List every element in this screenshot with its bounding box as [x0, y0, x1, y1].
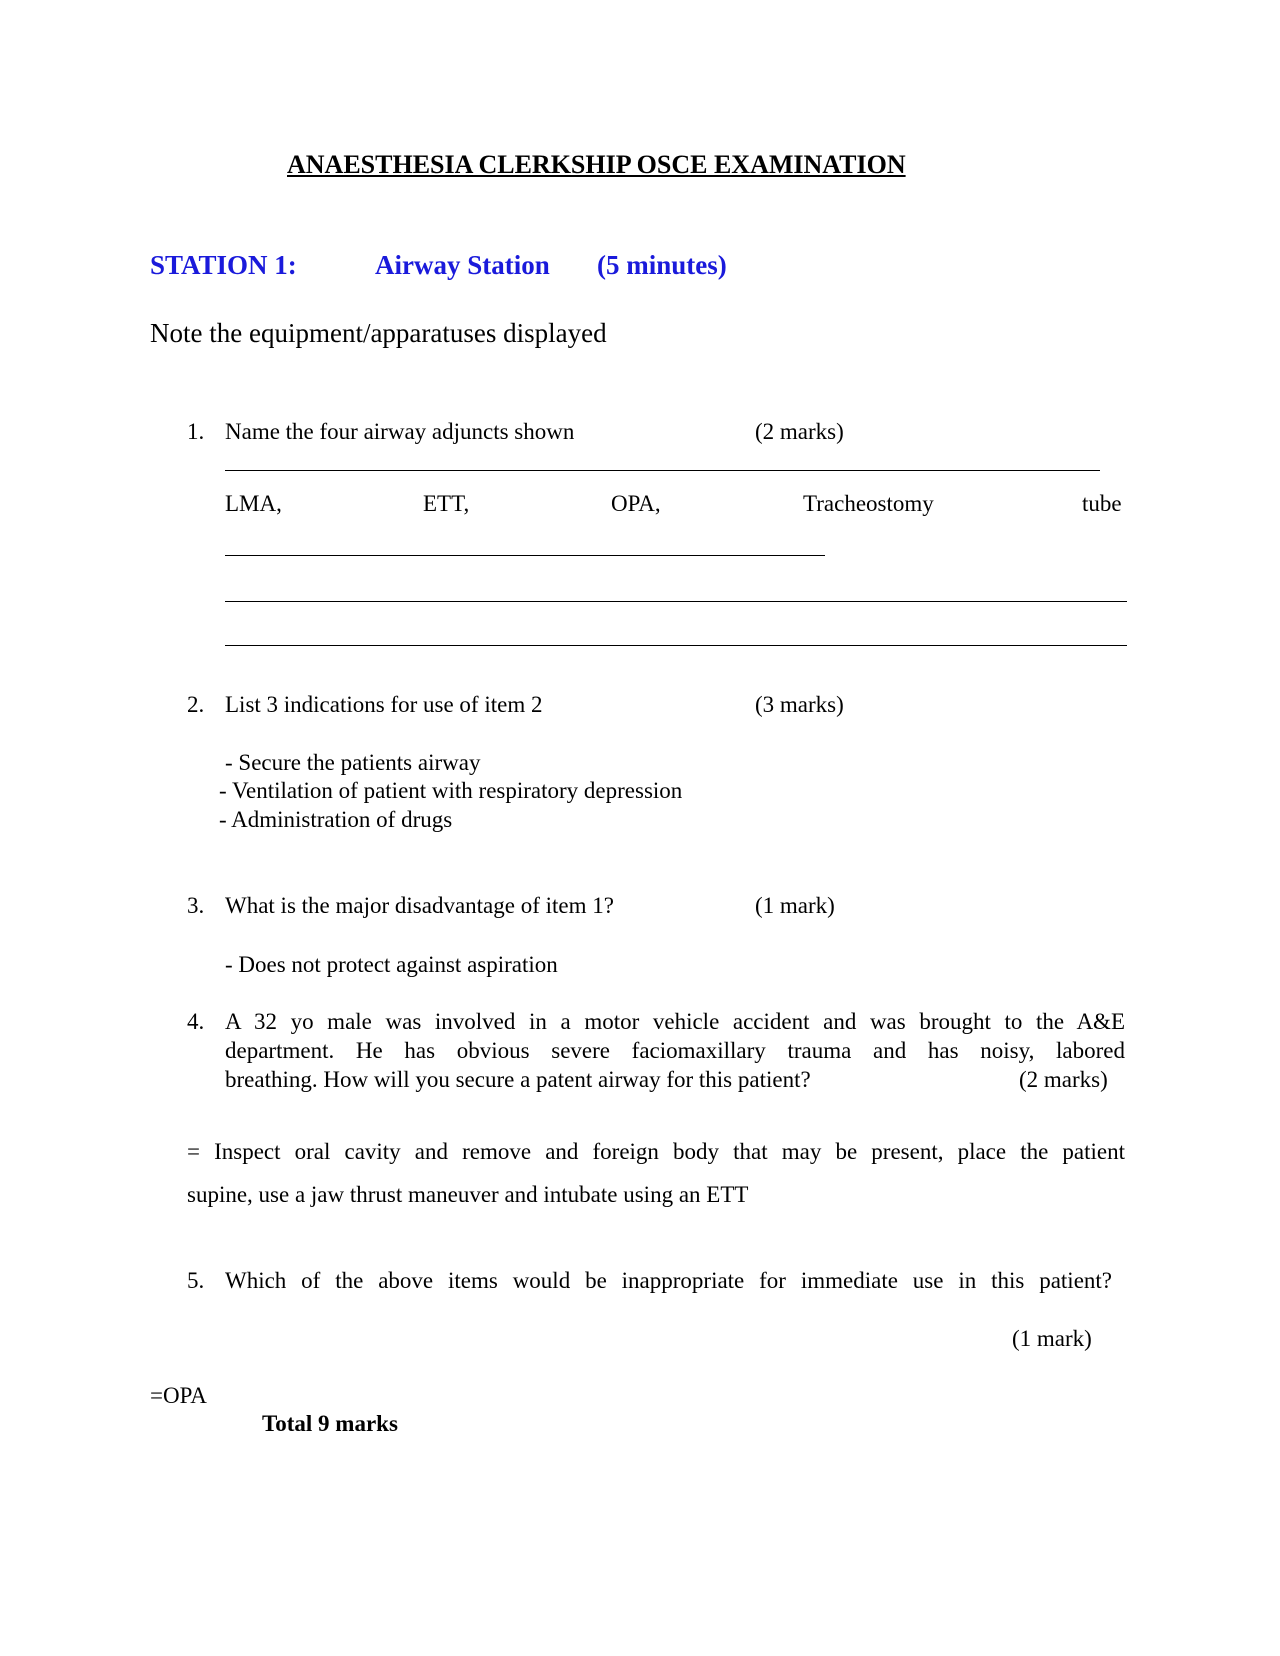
answer-item: - Secure the patients airway: [225, 750, 481, 775]
question-1-text: Name the four airway adjuncts shown: [225, 419, 575, 444]
answer-item: - Administration of drugs: [219, 807, 453, 832]
question-3-marks: (1 mark): [755, 893, 835, 918]
answer-line: [225, 645, 1127, 646]
question-2-text: List 3 indications for use of item 2: [225, 692, 543, 717]
answer-item: - Does not protect against aspiration: [225, 952, 558, 977]
question-4-marks: (2 marks): [1019, 1067, 1108, 1092]
question-3-number: 3.: [187, 893, 205, 918]
question-4-line: A 32 yo male was involved in a motor vehicle accident and was brought to the A&E: [225, 1009, 1125, 1034]
question-3-text: What is the major disadvantage of item 1?: [225, 893, 614, 918]
answer-ett: ETT,: [423, 491, 470, 516]
answer-line: [225, 555, 825, 556]
answer-tube: tube: [1082, 491, 1122, 516]
question-5-number: 5.: [187, 1268, 205, 1293]
question-2-marks: (3 marks): [755, 692, 844, 717]
question-1-number: 1.: [187, 419, 205, 444]
answer-tracheostomy: Tracheostomy: [803, 491, 934, 516]
question-4-line: breathing. How will you secure a patent airway for this patient?: [225, 1067, 811, 1092]
total-marks: Total 9 marks: [262, 1411, 398, 1436]
question-1-marks: (2 marks): [755, 419, 844, 444]
answer-opa: OPA,: [611, 491, 661, 516]
answer-line: [225, 601, 1127, 602]
instruction-text: Note the equipment/apparatuses displayed: [150, 318, 607, 348]
question-4-number: 4.: [187, 1009, 205, 1034]
question-2-number: 2.: [187, 692, 205, 717]
station-label: STATION 1:: [150, 250, 297, 280]
question-4-line: department. He has obvious severe faciomaxillary trauma and has noisy, labored: [225, 1038, 1125, 1063]
answer-line: [225, 470, 1100, 471]
question-5-answer: =OPA: [150, 1383, 207, 1408]
document-title: ANAESTHESIA CLERKSHIP OSCE EXAMINATION: [287, 150, 906, 179]
question-5-text: Which of the above items would be inappropriate for immediate use in this patient?: [225, 1268, 1112, 1293]
station-time: (5 minutes): [597, 250, 727, 280]
answer-lma: LMA,: [225, 491, 282, 516]
question-4-answer-line: = Inspect oral cavity and remove and foreign body that may be present, place the patient: [187, 1139, 1125, 1164]
answer-item: - Ventilation of patient with respiratory depression: [219, 778, 683, 803]
question-5-marks: (1 mark): [1012, 1326, 1092, 1351]
question-4-answer-line: supine, use a jaw thrust maneuver and intubate using an ETT: [187, 1182, 749, 1207]
station-name: Airway Station: [375, 250, 550, 280]
